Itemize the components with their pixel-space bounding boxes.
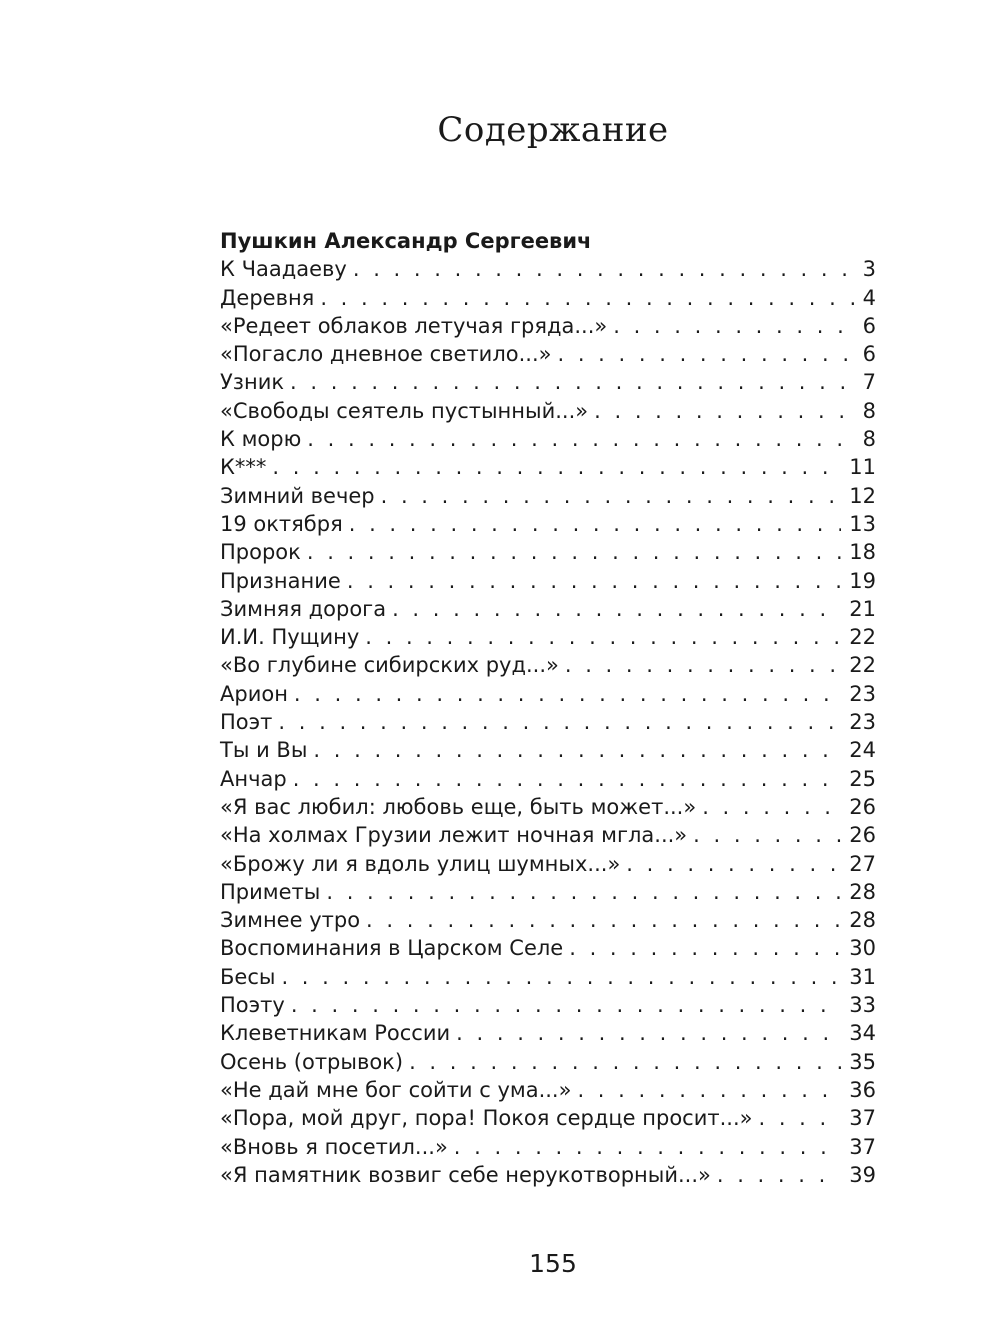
toc-entry-page: 37 — [849, 1106, 876, 1131]
dot-leader — [291, 991, 841, 1019]
toc-entry — [220, 312, 876, 340]
toc-entry — [220, 368, 876, 396]
toc-entry-title: Деревня — [220, 285, 315, 310]
dot-leader — [758, 1104, 841, 1132]
toc-entry-page: 19 — [849, 568, 876, 593]
toc-entry — [220, 1048, 876, 1076]
toc-entry-title: Поэту — [220, 993, 285, 1018]
dot-leader — [557, 340, 854, 368]
toc-entry — [220, 651, 876, 679]
toc-entry-title: «Редеет облаков летучая гряда...» — [220, 313, 608, 338]
toc-entry-title: 19 октября — [220, 511, 343, 536]
toc-entry-page: 22 — [849, 625, 876, 650]
toc-entry-page: 23 — [849, 710, 876, 735]
toc-entry-title: Пророк — [220, 540, 301, 565]
toc-entry-page: 21 — [849, 596, 876, 621]
toc-entry-title: И.И. Пущину — [220, 625, 360, 650]
toc-entry-title: Арион — [220, 681, 288, 706]
toc-entry-title: Приметы — [220, 879, 321, 904]
page-title: Содержание — [437, 110, 669, 150]
toc-entry — [220, 708, 876, 736]
toc-entry — [220, 878, 876, 906]
dot-leader — [281, 963, 841, 991]
toc-entry-page: 12 — [849, 483, 876, 508]
dot-leader — [577, 1076, 841, 1104]
toc-entry — [220, 284, 876, 312]
toc-entry-page: 11 — [849, 455, 876, 480]
toc-entry — [220, 397, 876, 425]
toc-entry-page: 30 — [849, 936, 876, 961]
toc-entry — [220, 595, 876, 623]
toc-entry — [220, 906, 876, 934]
toc-entry — [220, 1076, 876, 1104]
dot-leader — [349, 510, 842, 538]
toc-entry — [220, 850, 876, 878]
dot-leader — [313, 736, 841, 764]
toc-entry-page: 3 — [862, 257, 876, 282]
toc-entry-title: «Погасло дневное светило...» — [220, 342, 552, 367]
toc-entry — [220, 567, 876, 595]
dot-leader — [294, 680, 841, 708]
toc-entry-page: 39 — [849, 1162, 876, 1187]
toc-entry — [220, 1161, 876, 1189]
dot-leader — [409, 1048, 841, 1076]
dot-leader — [454, 1133, 841, 1161]
toc-entry-title: Узник — [220, 370, 285, 395]
toc-entry — [220, 510, 876, 538]
toc-entry-title: К Чаадаеву — [220, 257, 347, 282]
toc-entry — [220, 255, 876, 283]
dot-leader — [594, 397, 855, 425]
toc-entry-title: Зимнее утро — [220, 908, 361, 933]
toc-entry-page: 24 — [849, 738, 876, 763]
toc-entry-title: Бесы — [220, 964, 276, 989]
toc-entry-title: К*** — [220, 455, 267, 480]
toc-entry — [220, 623, 876, 651]
toc-entry — [220, 1019, 876, 1047]
dot-leader — [320, 284, 854, 312]
dot-leader — [272, 453, 841, 481]
toc-entry-page: 22 — [849, 653, 876, 678]
toc-entry-page: 35 — [849, 1049, 876, 1074]
toc-entry-title: «Брожу ли я вдоль улиц шумных...» — [220, 851, 621, 876]
toc-entry — [220, 765, 876, 793]
toc-entry-page: 31 — [849, 964, 876, 989]
dot-leader — [293, 765, 842, 793]
toc-entry-page: 23 — [849, 681, 876, 706]
dot-leader — [366, 906, 841, 934]
toc-entry — [220, 482, 876, 510]
toc-entry-page: 26 — [849, 823, 876, 848]
toc-entry-page: 28 — [849, 908, 876, 933]
toc-entry-title: Зимний вечер — [220, 483, 375, 508]
toc-entry-page: 8 — [862, 398, 876, 423]
toc-entry-page: 6 — [862, 313, 876, 338]
toc-entry-page: 7 — [862, 370, 876, 395]
toc-entry-title: «Пора, мой друг, пора! Покоя сердце просит...» — [220, 1106, 753, 1131]
toc-entry — [220, 538, 876, 566]
toc-list — [220, 255, 876, 1189]
toc-entry-page: 13 — [849, 511, 876, 536]
dot-leader — [347, 567, 841, 595]
page-number: 155 — [529, 1249, 577, 1278]
toc-entry-title: «Не дай мне бог сойти с ума...» — [220, 1077, 572, 1102]
dot-leader — [365, 623, 841, 651]
toc-entry-title: К морю — [220, 427, 302, 452]
dot-leader — [307, 425, 854, 453]
toc-entry-page: 28 — [849, 879, 876, 904]
toc-entry — [220, 680, 876, 708]
toc-entry — [220, 1104, 876, 1132]
toc-entry — [220, 793, 876, 821]
toc-entry-page: 8 — [862, 427, 876, 452]
toc-entry-title: Клеветникам России — [220, 1021, 451, 1046]
dot-leader — [290, 368, 855, 396]
dot-leader — [307, 538, 841, 566]
toc-entry-title: «Вновь я посетил...» — [220, 1134, 448, 1159]
toc-entry-title: «Во глубине сибирских руд...» — [220, 653, 559, 678]
toc-entry-title: Ты и Вы — [220, 738, 308, 763]
toc-entry — [220, 453, 876, 481]
dot-leader — [717, 1161, 841, 1189]
toc-entry — [220, 821, 876, 849]
toc-entry-title: Признание — [220, 568, 341, 593]
toc-entry — [220, 425, 876, 453]
toc-entry-title: Анчар — [220, 766, 287, 791]
toc-entry-title: Зимняя дорога — [220, 596, 387, 621]
toc-entry-page: 33 — [849, 993, 876, 1018]
dot-leader — [702, 793, 841, 821]
toc-entry-page: 27 — [849, 851, 876, 876]
toc-entry-page: 37 — [849, 1134, 876, 1159]
dot-leader — [353, 255, 855, 283]
toc-entry-page: 4 — [862, 285, 876, 310]
toc-entry — [220, 991, 876, 1019]
table-of-contents — [220, 227, 876, 1189]
toc-entry-title: Поэт — [220, 710, 273, 735]
toc-entry — [220, 963, 876, 991]
toc-entry-title: «На холмах Грузии лежит ночная мгла...» — [220, 823, 688, 848]
toc-entry — [220, 736, 876, 764]
dot-leader — [326, 878, 841, 906]
dot-leader — [626, 850, 841, 878]
toc-entry-title: Воспоминания в Царском Селе — [220, 936, 564, 961]
dot-leader — [381, 482, 842, 510]
dot-leader — [565, 651, 841, 679]
toc-entry-title: Осень (отрывок) — [220, 1049, 404, 1074]
toc-entry — [220, 340, 876, 368]
toc-entry-title: «Я вас любил: любовь еще, быть может...» — [220, 794, 697, 819]
toc-entry-page: 6 — [862, 342, 876, 367]
toc-entry — [220, 1133, 876, 1161]
author-heading: Пушкин Александр Сергеевич — [220, 229, 592, 253]
toc-entry-page: 34 — [849, 1021, 876, 1046]
dot-leader — [456, 1019, 841, 1047]
toc-entry — [220, 934, 876, 962]
toc-entry-page: 18 — [849, 540, 876, 565]
toc-entry-page: 25 — [849, 766, 876, 791]
dot-leader — [392, 595, 841, 623]
dot-leader — [613, 312, 854, 340]
toc-entry-title: «Свободы сеятель пустынный...» — [220, 398, 589, 423]
toc-entry-page: 26 — [849, 794, 876, 819]
dot-leader — [693, 821, 841, 849]
dot-leader — [569, 934, 841, 962]
toc-entry-title: «Я памятник возвиг себе нерукотворный...» — [220, 1162, 711, 1187]
dot-leader — [278, 708, 841, 736]
toc-entry-page: 36 — [849, 1077, 876, 1102]
